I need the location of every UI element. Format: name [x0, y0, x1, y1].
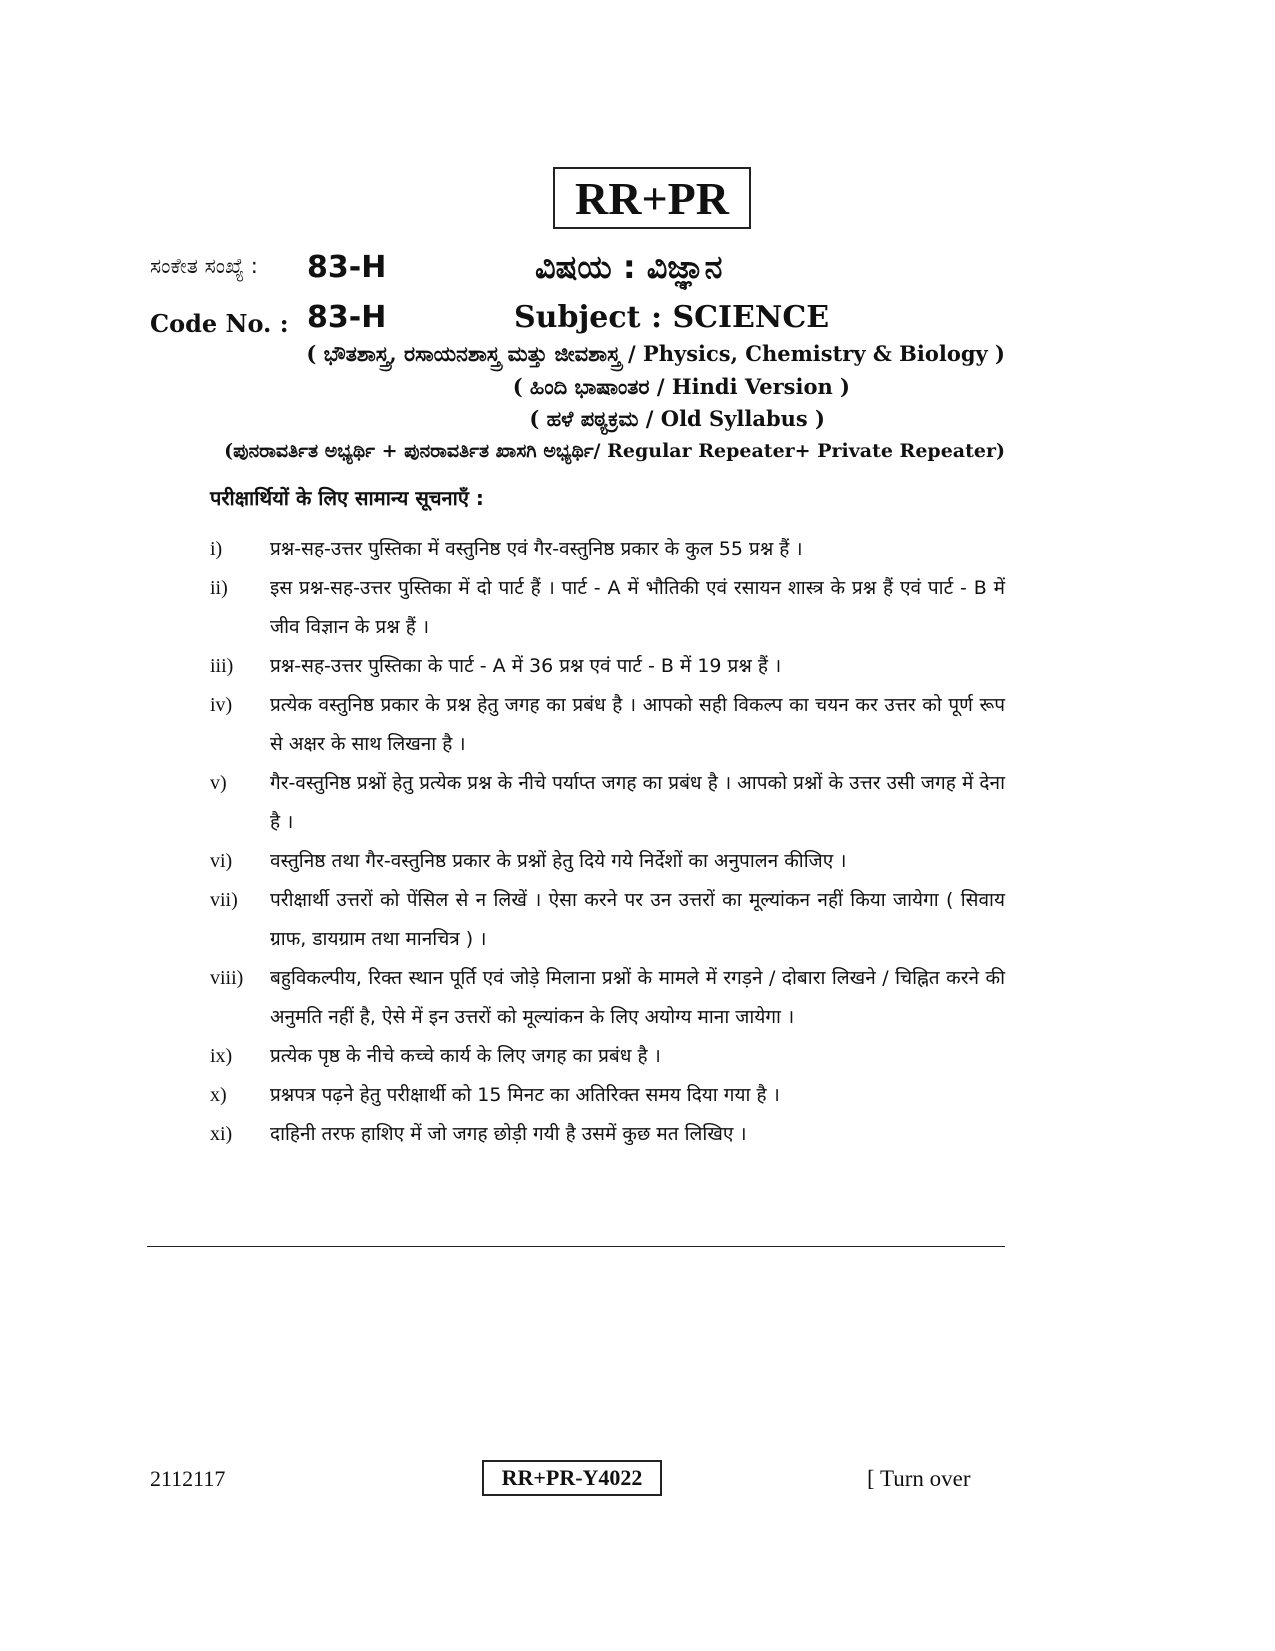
item-number: x): [210, 1084, 227, 1106]
divider-line: [147, 1246, 1005, 1247]
version-line: ( ಹಿಂದಿ ಭಾಷಾಂತರ / Hindi Version ): [512, 374, 850, 399]
item-text: प्रश्न-सह-उत्तर पुस्तिका के पार्ट - A में 36 प्रश्न एवं पार्ट - B में 19 प्रश्न हैं ।: [270, 655, 782, 677]
item-number: vi): [210, 850, 233, 872]
item-text: गैर-वस्तुनिष्ठ प्रश्नों हेतु प्रत्येक प्रश्न के नीचे पर्याप्त जगह का प्रबंध है । आपको प्रश्नों के उत्तर उसी जगह में देना है ।: [270, 772, 1005, 833]
turn-over-note: [ Turn over: [867, 1466, 971, 1491]
code-value-kannada: 83-H: [307, 250, 387, 285]
list-item: [210, 1037, 1005, 1076]
instructions-title: परीक्षार्थियों के लिए सामान्य सूचनाएँ :: [210, 486, 484, 510]
item-number: iv): [210, 694, 233, 716]
item-text: प्रत्येक वस्तुनिष्ठ प्रकार के प्रश्न हेतु जगह का प्रबंध है । आपको सही विकल्प का चयन कर उत्तर को पूर्ण रूप से अक्षर के साथ लिखना है ।: [270, 694, 1005, 755]
candidates-line: (ಪುನರಾವರ್ತಿತ ಅಭ್ಯರ್ಥಿ + ಪುನರಾವರ್ತಿತ ಖಾಸಗಿ ಅಭ್ಯರ್ಥಿ/ Regular Repeater+ Private Repeater): [224, 440, 1005, 462]
serial-number: 2112117: [150, 1466, 226, 1491]
item-text: इस प्रश्न-सह-उत्तर पुस्तिका में दो पार्ट हैं । पार्ट - A में भौतिकी एवं रसायन शास्त्र के प्रश्न हैं एवं पार्ट - B में जीव विज्ञान के प्रश्न हैं ।: [270, 577, 1005, 638]
list-item: [210, 764, 1005, 842]
item-text: प्रश्नपत्र पढ़ने हेतु परीक्षार्थी को 15 मिनट का अतिरिक्त समय दिया गया है ।: [270, 1084, 780, 1106]
item-text: परीक्षार्थी उत्तरों को पेंसिल से न लिखें । ऐसा करने पर उन उत्तरों का मूल्यांकन नहीं किया जायेगा ( सिवाय ग्राफ, डायग्राम तथा मानचित्र ) ।: [270, 889, 1005, 950]
paper-badge: RR+PR: [553, 167, 751, 229]
item-number: ix): [210, 1045, 233, 1067]
item-number: vii): [210, 889, 238, 911]
list-item: [210, 686, 1005, 764]
list-item: [210, 1076, 1005, 1115]
item-number: v): [210, 772, 227, 794]
item-text: बहुविकल्पीय, रिक्त स्थान पूर्ति एवं जोड़े मिलाना प्रश्नों के मामले में रगड़ने / दोबारा लिखने / चिह्नित करने की अनुमति नहीं है, ऐसे में इन उत्तरों को मूल्यांकन के लिए अयोग्य माना जायेगा ।: [270, 967, 1005, 1028]
subjects-line: ( ಭೌತಶಾಸ್ತ್ರ, ರಸಾಯನಶಾಸ್ತ್ರ ಮತ್ತು ಜೀವಶಾಸ್ತ್ರ / Physics, Chemistry & Biology ): [306, 341, 1005, 366]
item-text: प्रश्न-सह-उत्तर पुस्तिका में वस्तुनिष्ठ एवं गैर-वस्तुनिष्ठ प्रकार के कुल 55 प्रश्न हैं ।: [270, 538, 803, 560]
item-text: प्रत्येक पृष्ठ के नीचे कच्चे कार्य के लिए जगह का प्रबंध है ।: [270, 1045, 661, 1067]
list-item: [210, 842, 1005, 881]
subject-kannada: ವಿಷಯ : ವಿಜ್ಞಾನ: [535, 248, 723, 286]
code-value-english: 83-H: [307, 300, 387, 335]
list-item: [210, 881, 1005, 959]
item-text: दाहिनी तरफ हाशिए में जो जगह छोड़ी गयी है उसमें कुछ मत लिखिए ।: [270, 1123, 747, 1145]
item-number: viii): [210, 967, 244, 989]
list-item: [210, 530, 1005, 569]
syllabus-line: ( ಹಳೆ ಪಠ್ಯಕ್ರಮ / Old Syllabus ): [529, 406, 825, 431]
code-label-kannada: ಸಂಕೇತ ಸಂಖ್ಯೆ :: [150, 254, 258, 278]
list-item: [210, 647, 1005, 686]
list-item: [210, 569, 1005, 647]
item-number: iii): [210, 655, 234, 677]
code-label-english: Code No. :: [150, 309, 289, 338]
paper-code-box: RR+PR-Y4022: [482, 1460, 662, 1496]
instructions-list: [210, 530, 1005, 1154]
item-number: i): [210, 538, 223, 560]
list-item: [210, 959, 1005, 1037]
item-number: xi): [210, 1123, 233, 1145]
item-number: ii): [210, 577, 228, 599]
list-item: [210, 1115, 1005, 1154]
item-text: वस्तुनिष्ठ तथा गैर-वस्तुनिष्ठ प्रकार के प्रश्नों हेतु दिये गये निर्देशों का अनुपालन कीजिए ।: [270, 850, 847, 872]
subject-english: Subject : SCIENCE: [514, 300, 830, 335]
